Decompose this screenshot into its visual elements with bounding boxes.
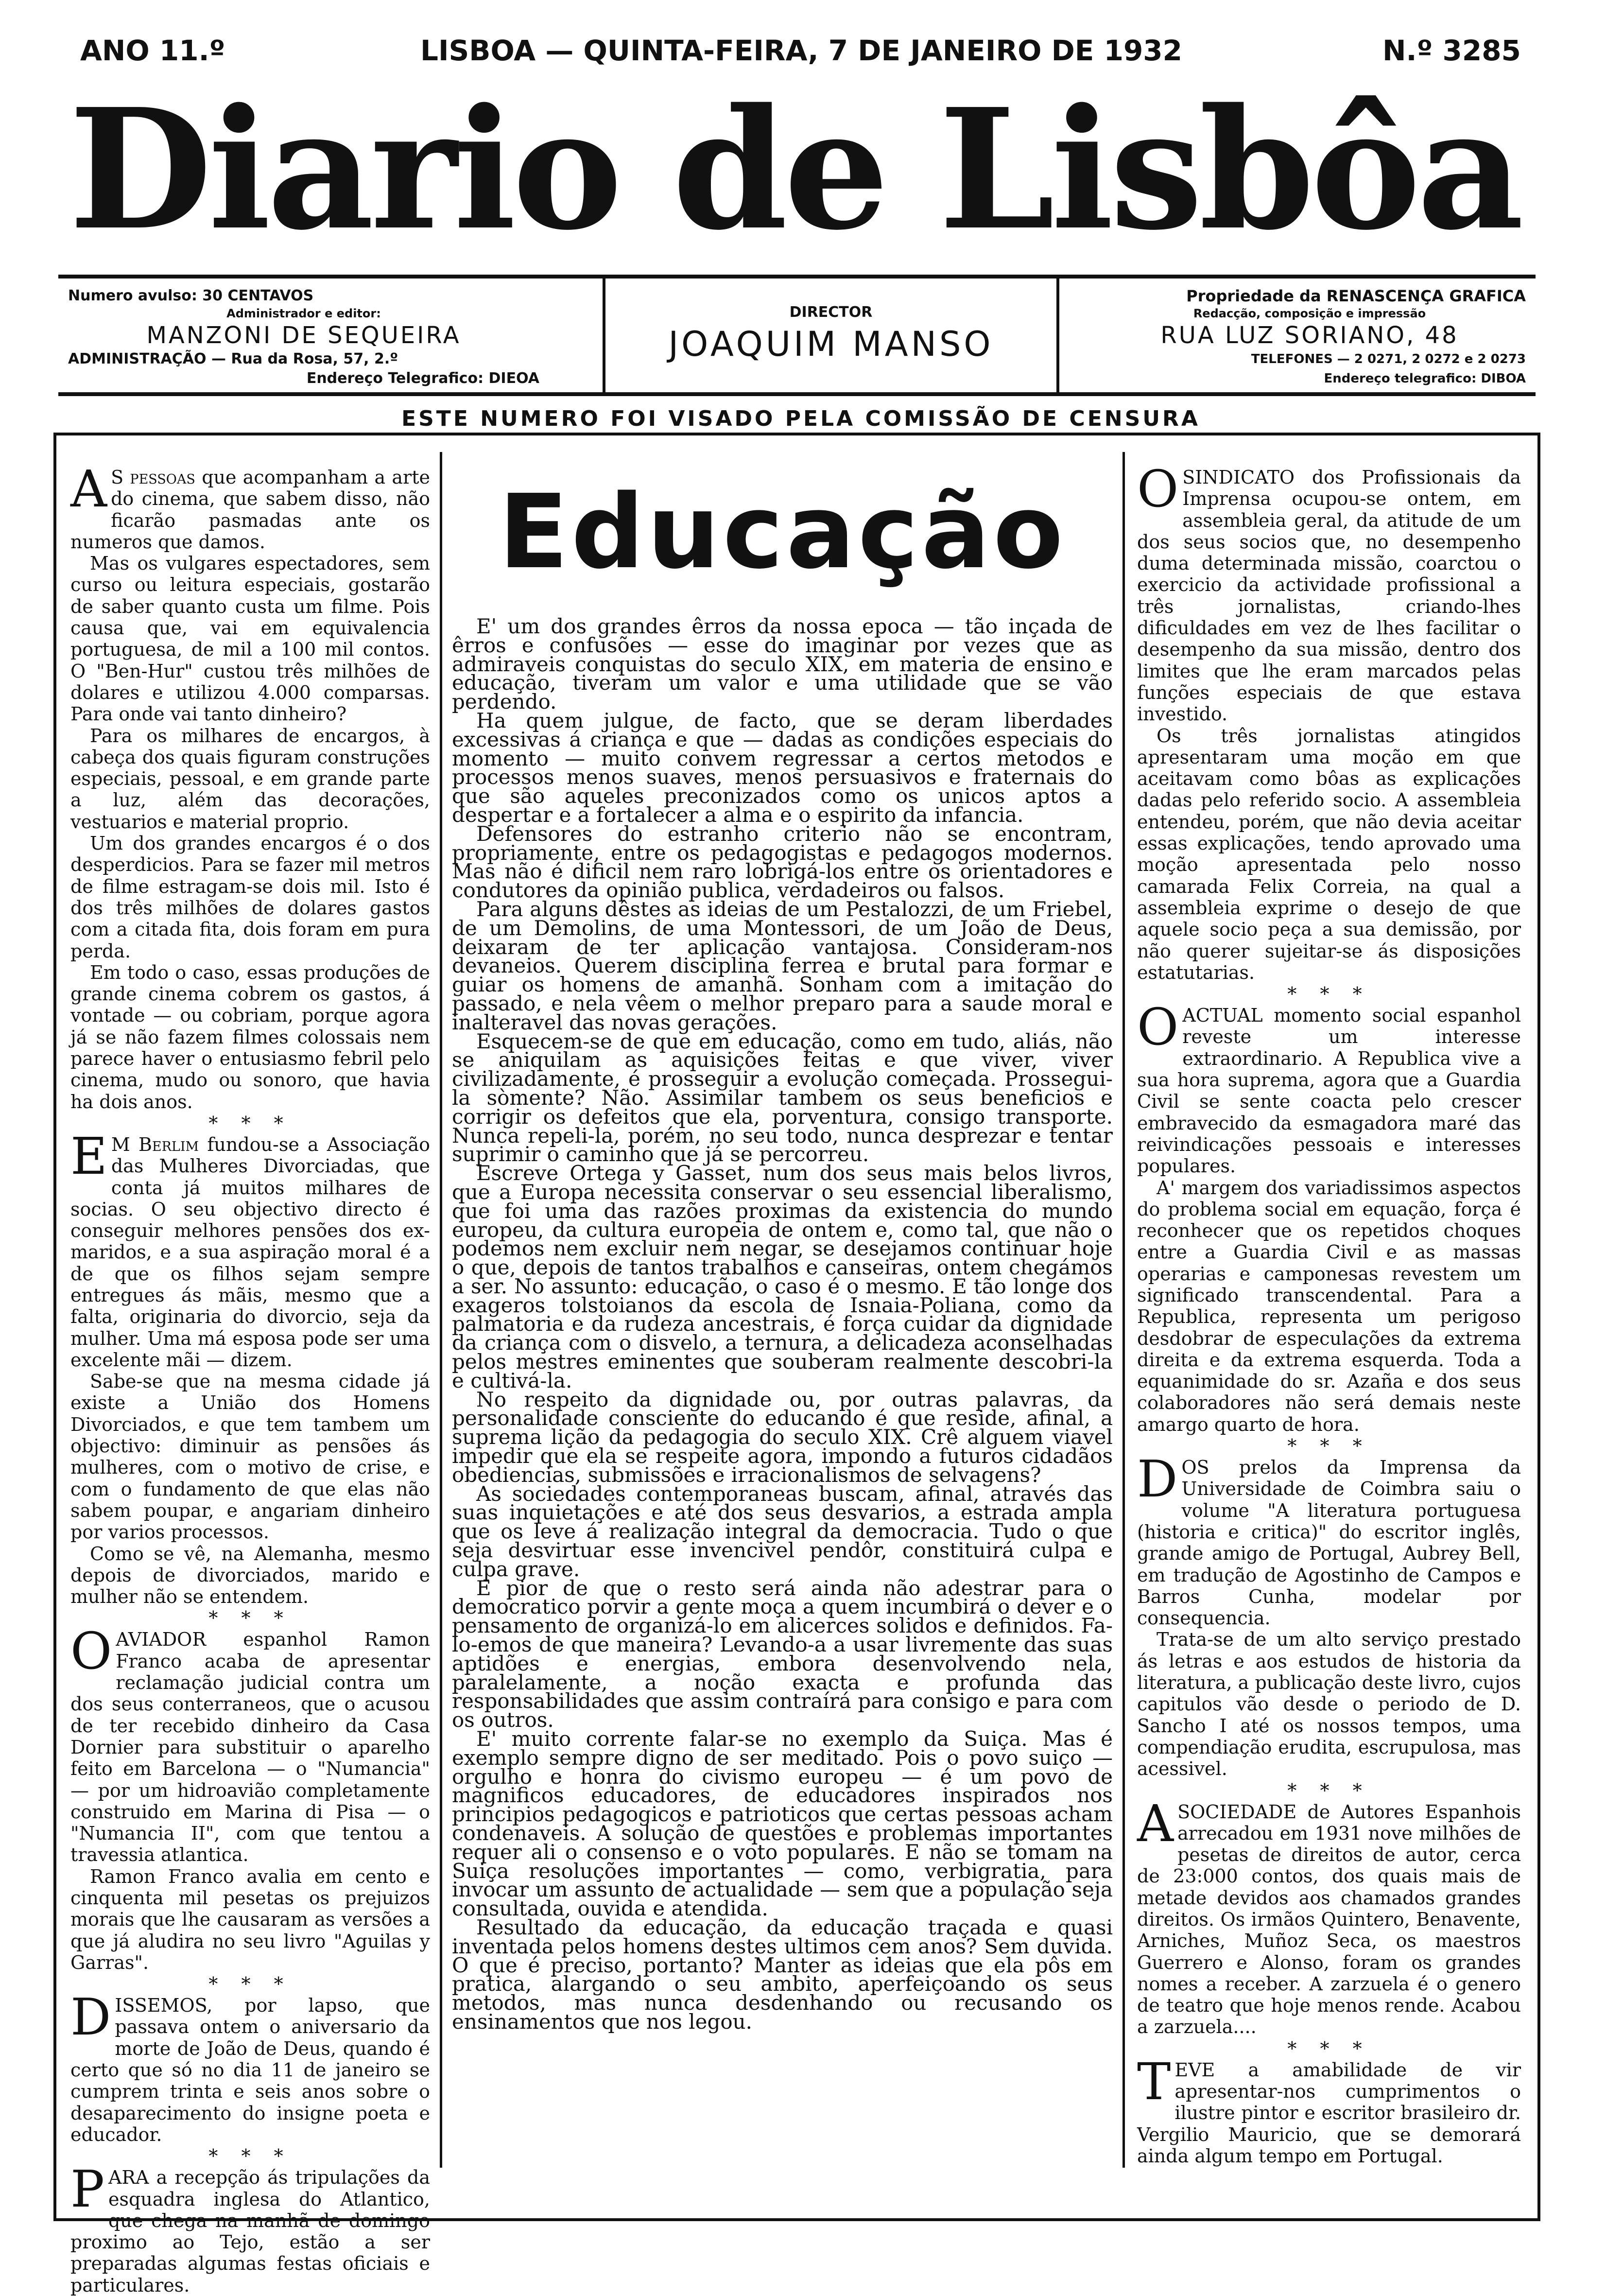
paragraph: Em todo o caso, essas produções de grande cinema cobrem os gastos, á vontade — ou cobriam, porque agora já se não fazem filmes colossais nem parece haver o entusiasmo febril pelo cinema, mudo ou sonoro, que havia ha dois anos.	[70, 961, 430, 1113]
paragraph: Esquecem-se de que em educação, como em tudo, aliás, não se aniquilam as aquisições feitas e que viver, viver civilizadamente, é prosseguir a evolução começada. Prossegui-la sòmente? Não. Assimilar tambem os seus beneficios e corrigir os defeitos que ela, porventura, consigo transporte. Nunca repeli-la, porém, no seu todo, nunca desprezar e tentar suprimir o caminho que já se percorreu.	[452, 1029, 1113, 1166]
director-label: DIRECTOR	[789, 304, 873, 321]
drop-cap: D	[70, 1987, 111, 2047]
paragraph: As sociedades contemporaneas buscam, afinal, através das suas inquietações e até dos seus desvarios, a estrada ampla que os leve á realização integral da democracia. Tudo o que seja desvirtuar esse invencivel pendôr, constituirá culpa e culpa grave.	[452, 1481, 1113, 1581]
dateline-bar	[80, 34, 1606, 68]
section-separator: * * *	[208, 1973, 292, 1995]
center-column	[452, 467, 1113, 2032]
info-box-ownership	[1084, 278, 1536, 392]
paragraph: Para alguns dêstes as ideias de um Pestalozzi, de um Friebel, de um Demolins, de uma Montessori, de um João de Deus, deixaram de ter aplicação vantajosa. Consideram-nos devaneios. Querem disciplina ferrea e brutal para formar e guiar os homens de amanhã. Sonham com a imitação do passado, e nela vêem o melhor preparo para a saude moral e inalteravel das novas gerações.	[452, 897, 1113, 1034]
drop-cap: A	[1137, 1793, 1174, 1853]
paragraph: Um dos grandes encargos é o dos desperdicios. Para se fazer mil metros de filme estragam-se dois mil. Isto é dos três milhões de dolares gastos com a citada fita, dois foram em pura perda.	[70, 833, 430, 962]
section-separator: * * *	[1287, 983, 1371, 1005]
paragraph: Trata-se de um alto serviço prestado ás letras e aos estudos de historia da literatura, a publicação deste livro, cujos capitulos vão desde o periodo de D. Sancho I até os nossos tempos, uma compendiação erudita, escrupulosa, mas acessivel.	[1137, 1629, 1521, 1780]
article-coimbra-book: DOS prelos da Imprensa da Universidade de Coimbra saiu o volume "A literatura portuguesa (historia e critica)" do escritor inglês, grande amigo de Portugal, Aubrey Bell, em tradução de Agostinho de Campos e Barros Cunha, modelar por consequencia.	[1137, 1449, 1521, 1629]
headline: Educação	[499, 472, 1066, 591]
drop-cap: D	[1137, 1449, 1178, 1509]
drop-cap: A	[70, 459, 107, 519]
paragraph: Sabe-se que na mesma cidade já existe a União dos Homens Divorciados, e que tem tambem um objectivo: diminuir as pensões ás mulheres, com o motivo de crise, e com o fundamento de que elas não sabem poupar, e angariam dinheiro por varios processos.	[70, 1371, 430, 1543]
article-cinema: A S pessoas que acompanham a arte do cinema, que sabem disso, não ficarão pasmadas ante os numeros que damos.	[70, 459, 430, 553]
office-telegraph: Endereço telegrafico: DIBOA	[1324, 371, 1526, 386]
section-separator: * * *	[1287, 1435, 1371, 1457]
masthead	[69, 68, 1520, 272]
drop-cap: O	[1137, 459, 1179, 519]
section-separator: * * *	[208, 2145, 292, 2167]
section-separator: * * *	[208, 1112, 292, 1134]
article-press-union: OSINDICATO dos Profissionais da Imprensa ocupou-se ontem, em assembleia geral, da atitude de um dos seus socios que, no desempenho duma determinada missão, coarctou o exercicio da actividade profissional a três jornalistas, criando-lhes dificuldades em vez de lhes facilitar o desempenho da sua missão, dentro dos limites que lhe eram marcados pelas funções especiais de que estava investido.	[1137, 459, 1521, 725]
column-rule-right	[1122, 452, 1125, 2168]
paragraph: Escreve Ortega y Gasset, num dos seus mais belos livros, que a Europa necessita conservar o seu essencial liberalismo, que foi uma das razões proximas da existencia do mundo europeu, da cultura europeia de ontem e, como tal, que não o podemos nem excluir nem negar, se desejamos continuar hoje o que, depois de tantos trabalhos e canseiras, ontem chegámos a ser. No assunto: educação, o caso é o mesmo. E tão longe dos exageros tolstoianos da escola de Isnaia-Poliana, como da palmatoria e da rudeza ancestrais, é força cuidar da dignidade da criança com o disvelo, a ternura, a delicadeza aconselhadas pelos mestres eminentes que souberam realmente descobri-la e cultivá-la.	[452, 1161, 1113, 1392]
owner-label: Propriedade da RENASCENÇA GRAFICA	[1186, 287, 1526, 305]
article-joao-de-deus: DISSEMOS, por lapso, que passava ontem o aniversario da morte de João de Deus, quando é certo que só no dia 11 de janeiro se cumprem trinta e seis anos sobre o desaparecimento do insigne poeta e educador.	[70, 1987, 430, 2145]
paragraph: No respeito da dignidade ou, por outras palavras, da personalidade consciente do educando é que reside, afinal, a suprema lição da pedagogia do seculo XIX. Crê alguem viavel impedir que ela se respeite agora, impondo a futuros cidadãos obediencias, submissões e irracionalismos de selvagens?	[452, 1387, 1113, 1487]
paragraph: Ha quem julgue, de facto, que se deram liberdades excessivas á criança e que — dadas as condições especiais do momento — muito convem regressar a certos metodos e processos menos suaves, menos persuasivos e fraternais do que são aqueles preconizados como os unicos aptos a despertar e a fortalecer a alma e o espirito da infancia.	[452, 708, 1113, 827]
article-vergilio-mauricio: TEVE a amabilidade de vir apresentar-nos cumprimentos o ilustre pintor e escritor brasileiro dr. Vergilio Mauricio, que se demorará ainda algum tempo em Portugal.	[1137, 2052, 1521, 2167]
info-box-director	[603, 278, 1059, 392]
drop-cap: O	[1137, 997, 1179, 1057]
issue-number: N.º 3285	[1382, 34, 1521, 67]
director-name: JOAQUIM MANSO	[668, 324, 994, 364]
column-rule-left	[440, 452, 442, 2168]
paragraph: Defensores do estranho criterio não se encontram, propriamente, entre os pedagogistas e pedagogos modernos. Mas não é dificil nem raro lobrigá-los entre os orientadores e condutores da opinião publica, verdadeiros ou falsos.	[452, 821, 1113, 903]
paragraph: Ramon Franco avalia em cento e cinquenta mil pesetas os prejuizos morais que lhe causaram as versões a que já aludira no seu livro "Aguilas y Garras".	[70, 1865, 430, 1973]
paragraph: E' um dos grandes êrros da nossa epoca — tão inçada de êrros e confusões — esse do imaginar por vezes que as admiraveis conquistas do seculo XIX, em materia de ensino e educação, tiveram um valor e uma utilidade que se vão perdendo.	[452, 614, 1113, 714]
drop-cap: O	[70, 1621, 112, 1681]
paragraph: A' margem dos variadissimos aspectos do problema social em equação, força é reconhecer que os repetidos choques entre a Guardia Civil e as massas operarias e camponesas revestem um significado transcendental. Para a Republica, representa um perigoso desdobrar de especulações da extrema direita e da extrema esquerda. Toda a equanimidade do sr. Azaña e dos seus colaboradores não será demais neste amargo quarto de hora.	[1137, 1177, 1521, 1435]
office-address: RUA LUZ SORIANO, 48	[1160, 322, 1459, 349]
article-ramon-franco: OAVIADOR espanhol Ramon Franco acaba de apresentar reclamação judicial contra um dos seus conterraneos, que o acusou de ter recebido dinheiro da Casa Dornier para substituir o aparelho feito em Barcelona — o "Numancia" — por um hidroavião completamente construido em Marina di Pisa — o "Numancia II", com que tentou a travessia atlantica.	[70, 1621, 430, 1866]
info-box-administration	[58, 278, 549, 392]
drop-cap: P	[70, 2159, 104, 2219]
info-bar	[58, 275, 1536, 396]
section-separator: * * *	[1287, 1779, 1371, 1801]
dateline: LISBOA — QUINTA-FEIRA, 7 DE JANEIRO DE 1932	[420, 34, 1183, 67]
year-label: ANO 11.º	[80, 34, 225, 67]
admin-address: ADMINISTRAÇÃO — Rua da Rosa, 57, 2.º	[68, 350, 398, 367]
price-label: Numero avulso: 30 CENTAVOS	[68, 287, 314, 304]
paragraph: Mas os vulgares espectadores, sem curso ou leitura especiais, gostarão de saber quanto custa um filme. Pois causa que, vai em equivalencia portuguesa, de mil a 100 mil contos. O "Ben-Hur" custou três milhões de dolares e utilizou 4.000 comparsas. Para onde vai tanto dinheiro?	[70, 553, 430, 725]
paragraph: E' muito corrente falar-se no exemplo da Suiça. Mas é exemplo sempre digno de ser meditado. Pois o povo suiço — orgulho e honra do civismo europeu — é um povo de magnificos educadores, de educadores inspirados nos principios pedagogicos e patrioticos que certas pessoas acham condenaveis. A solução de questões e problemas importantes requer ali o consenso e o voto populares. E não se tomam na Suiça resoluções importantes — como, verbigratia, para invocar um assunto de actualidade — sem que a população seja consultada, ouvida e atendida.	[452, 1727, 1113, 1921]
right-column	[1137, 459, 1521, 2167]
paragraph: Resultado da educação, da educação traçada e quasi inventada pelos homens destes ultimos cem anos? Sem duvida. O que é preciso, portanto? Manter as ideias que ela pôs em pratica, alargando o seu ambito, aperfeiçoando os seus metodos, mas nunca desdenhando ou recusando os ensinamentos que nos legou.	[452, 1915, 1113, 2034]
newspaper-title: Diario de Lisbôa	[69, 73, 1520, 267]
phone-numbers: TELEFONES — 2 0271, 2 0272 e 2 0273	[1251, 352, 1526, 366]
section-separator: * * *	[1287, 2037, 1371, 2059]
drop-cap: T	[1137, 2052, 1171, 2111]
article-divorced-women: E M Berlim fundou-se a Associação das Mulheres Divorciadas, que conta já muitos milhares de socias. O seu objectivo directo é conseguir melhores pensões dos ex-maridos, e a sua aspiração moral é a de que os filhos sejam sempre entregues ás mãis, mesmo que a falta, originaria do divorcio, seja da mulher. Uma má esposa pode ser uma excelente mãi — dizem.	[70, 1126, 430, 1371]
article-spain-social: OACTUAL momento social espanhol reveste um interesse extraordinario. A Republica vive a sua hora suprema, agora que a Guardia Civil se sente coacta pelo crescer embravecido da esmagadora maré das reivindicações pessoais e interesses populares.	[1137, 997, 1521, 1177]
left-column	[70, 459, 430, 2296]
article-spanish-authors: ASOCIEDADE de Autores Espanhois arrecadou em 1931 nove milhões de pesetas de direitos de autor, cerca de 23:000 contos, dos quais mais de metade devidos aos chamados grandes direitos. Os irmãos Quintero, Benavente, Arniches, Muñoz Seca, os maestros Guerrero e Alonso, foram os grandes nomes a receber. A zarzuela é o genero de teatro que hoje menos rende. Acabou a zarzuela....	[1137, 1793, 1521, 2038]
admin-telegraph: Endereço Telegrafico: DIEOA	[306, 370, 539, 387]
admin-name: MANZONI DE SEQUEIRA	[146, 322, 461, 349]
paragraph: Como se vê, na Alemanha, mesmo depois de divorciados, marido e mulher não se entendem.	[70, 1543, 430, 1608]
censorship-notice: ESTE NUMERO FOI VISADO PELA COMISSÃO DE CENSURA	[401, 406, 1200, 431]
admin-label: Administrador e editor:	[226, 307, 381, 320]
drop-cap: E	[70, 1126, 107, 1186]
article-english-squadron: PARA a recepção ás tripulações da esquadra inglesa do Atlantico, que chega na manhã de domingo proximo ao Tejo, estão a ser preparadas algumas festas oficiais e particulares.	[70, 2159, 430, 2296]
paragraph: Os três jornalistas atingidos apresentaram uma moção em que aceitavam como bôas as explicações dadas pelo referido socio. A assembleia entendeu, porém, que não devia aceitar essas explicações, tendo aprovado uma moção apresentada pelo nosso camarada Felix Correia, na qual a assembleia exprime o desejo de que aquele socio peça a sua demissão, por não querer sujeitar-se ás disposições estatutarias.	[1137, 725, 1521, 983]
paragraph: E pior de que o resto será ainda não adestrar para o democratico porvir a gente moça a quem incumbirá o dever e o pensamento de organizá-lo em alicerces solidos e definidos. Fa-lo-emos de que maneira? Levando-a a usar livremente das suas aptidões e energias, embora desenvolvendo nela, paralelamente, a noção exacta e profunda das responsabilidades que assim contraírá para consigo e para com os outros.	[452, 1576, 1113, 1732]
section-separator: * * *	[208, 1607, 292, 1629]
paragraph: Para os milhares de encargos, à cabeça dos quais figuram construções especiais, pessoal, e em grande parte a luz, além das decorações, vestuarios e material proprio.	[70, 725, 430, 833]
office-label: Redacção, composição e impressão	[1193, 307, 1426, 320]
